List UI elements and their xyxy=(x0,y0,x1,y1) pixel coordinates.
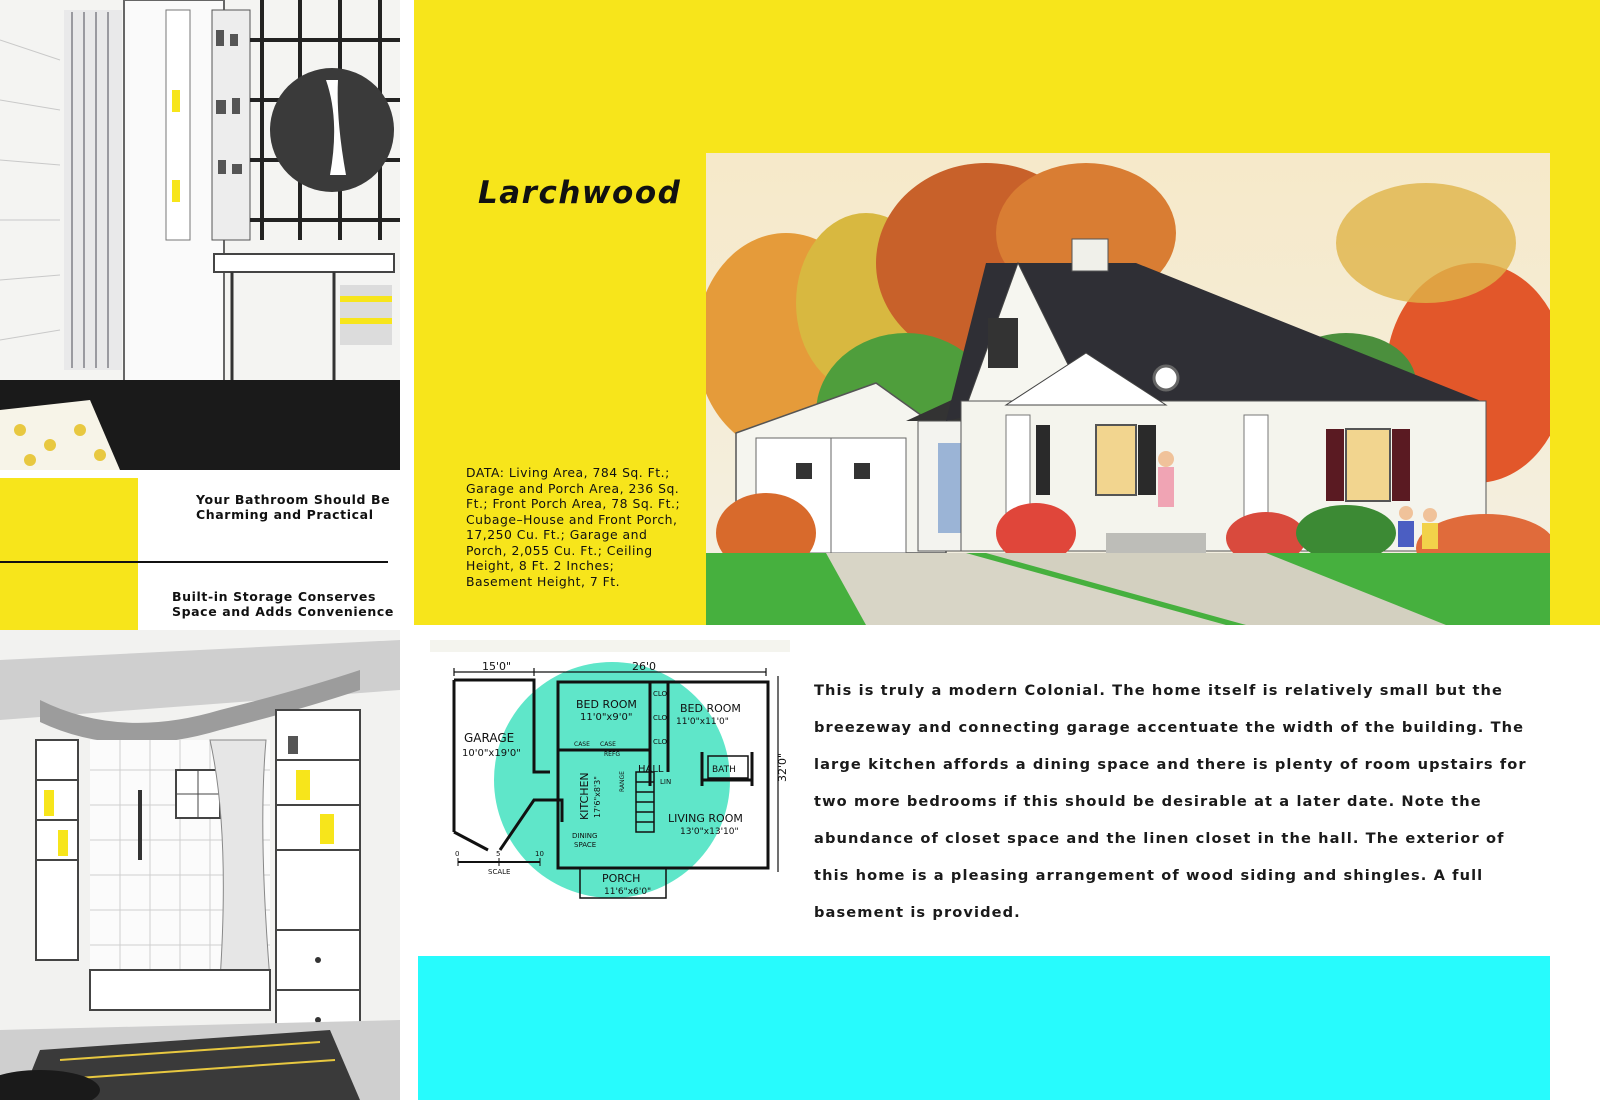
room-dining: DINING xyxy=(572,832,598,840)
room-living-size: 13'0"x13'10" xyxy=(680,827,739,837)
divider xyxy=(0,561,388,563)
room-clo-3: CLO xyxy=(653,738,668,746)
room-living: LIVING ROOM xyxy=(668,812,743,825)
room-dining-space: SPACE xyxy=(574,841,597,849)
room-garage-size: 10'0"x19'0" xyxy=(462,748,521,759)
scale-0: 0 xyxy=(455,850,460,858)
room-bedroom1-size: 11'0"x9'0" xyxy=(580,712,633,723)
room-hall: HALL xyxy=(638,764,664,775)
dim-depth: 32'0" xyxy=(776,752,789,782)
room-porch-size: 11'6"x6'0" xyxy=(604,887,652,897)
caption-storage: Built-in Storage Conserves Space and Adds Convenience xyxy=(172,589,394,619)
cyan-band xyxy=(418,956,1550,1100)
room-bedroom2-size: 11'0"x11'0" xyxy=(676,717,729,727)
scale-10: 10 xyxy=(535,850,544,858)
plan-header-strip xyxy=(430,640,790,652)
room-case-1: CASE xyxy=(574,741,590,748)
room-case-2: CASE xyxy=(600,741,616,748)
room-porch: PORCH xyxy=(602,872,641,885)
plan-data-text: DATA: Living Area, 784 Sq. Ft.; Garage and Porch Area, 236 Sq. Ft.; Front Porch Area, 78 Sq. Ft.; Cubage–House and Front Porch, 17,250 Cu. Ft.; Garage and Porch, 2,055 Cu. Ft.; Ceiling Height, 8 Ft. 2 Inches; Basement Height, 7 Ft. xyxy=(466,465,681,589)
yellow-accent-block xyxy=(0,478,138,630)
room-kitchen: KITCHEN xyxy=(578,772,591,820)
house-illustration xyxy=(706,153,1550,625)
room-clo-2: CLO xyxy=(653,714,668,722)
room-bath: BATH xyxy=(712,765,736,775)
floor-plan xyxy=(440,662,800,902)
dim-garage: 15'0" xyxy=(482,662,512,673)
room-kitchen-size: 17'6"x8'3" xyxy=(593,776,602,818)
room-bedroom2: BED ROOM xyxy=(680,702,741,715)
room-garage: GARAGE xyxy=(464,731,515,745)
room-range: RANGE xyxy=(619,771,626,792)
caption-bathroom: Your Bathroom Should Be Charming and Practical xyxy=(196,492,391,522)
scale-5: 5 xyxy=(496,850,501,858)
page-title: Larchwood xyxy=(478,175,682,211)
room-refg: REFG xyxy=(604,751,621,758)
room-bedroom1: BED ROOM xyxy=(576,698,637,711)
description-text: This is truly a modern Colonial. The home itself is relatively small but the breezeway and connecting garage accentuate the width of the building. The large kitchen affords a dining space and there is plenty of room upstairs for two more bedrooms if this should be desirable at a later date. Note the abundance of closet space and the linen closet in the hall. The exterior of this home is a pleasing arrangement of wood siding and shingles. A full basement is provided. xyxy=(814,682,1527,921)
storage-illustration xyxy=(0,630,400,1100)
dim-house: 26'0 xyxy=(632,662,657,673)
scale-label: SCALE xyxy=(488,868,511,876)
bathroom-illustration xyxy=(0,0,400,470)
room-clo-1: CLO xyxy=(653,690,668,698)
room-lin: LIN xyxy=(660,778,672,786)
